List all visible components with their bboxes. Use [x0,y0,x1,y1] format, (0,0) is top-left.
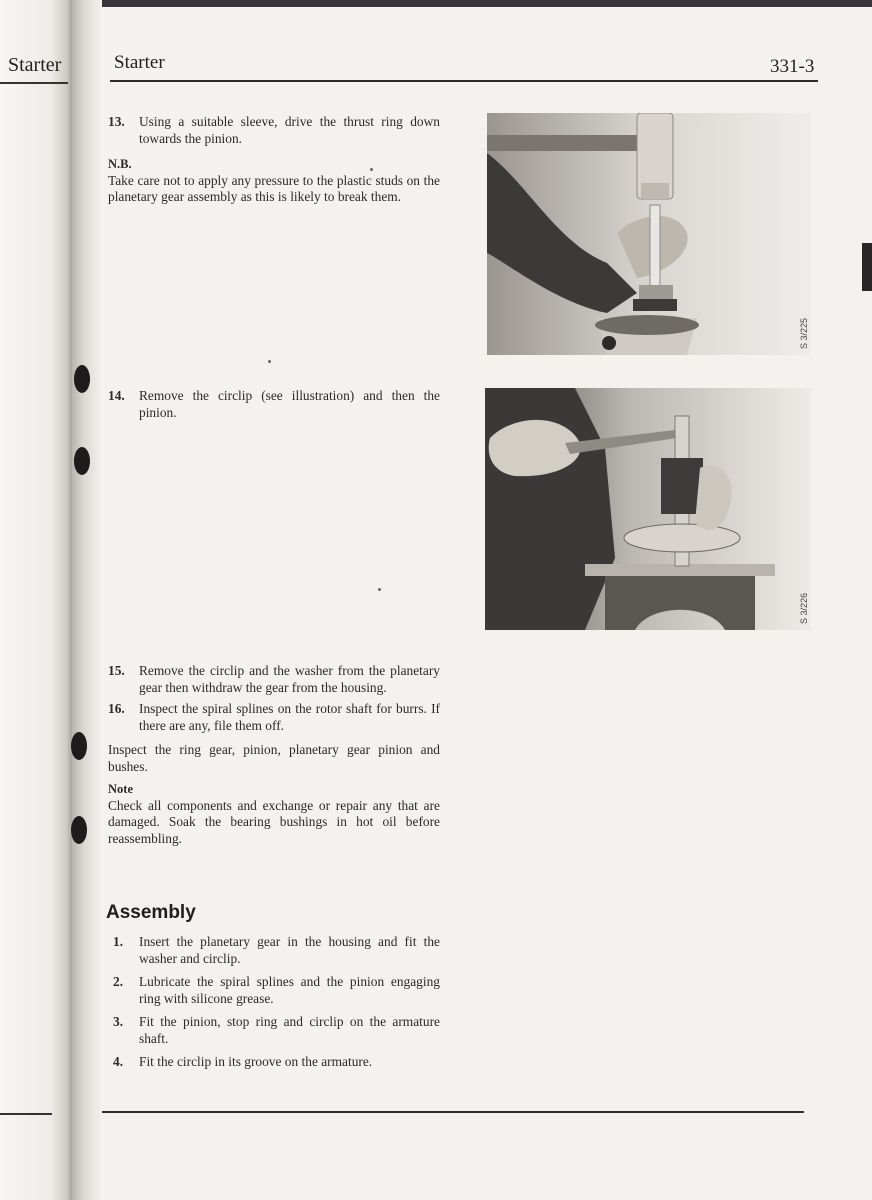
step-number: 4. [113,1054,124,1069]
step-number: 1. [113,934,124,949]
footer-rule [102,1111,804,1113]
step-number: 13. [108,114,125,129]
header-rule [110,80,818,82]
photo-pliers-circlip [485,388,811,630]
step-13 [108,114,440,147]
previous-page-edge [0,0,72,1200]
scan-top-edge [0,0,872,7]
section-thumb-tab [862,243,872,291]
punch-hole [71,732,87,760]
step-13-block [108,114,440,206]
figure-code: S 3/226 [799,592,809,624]
note-label: Note [108,782,133,796]
inspect-text: Inspect the ring gear, pinion, planetary gear pinion and bushes. [108,742,440,774]
punch-hole [74,365,90,393]
steps-15-16-block [108,663,440,847]
punch-hole [74,447,90,475]
page-number: 331-3 [770,56,815,77]
step-text: Inspect the spiral splines on the rotor shaft for burrs. If there are any, file them off. [139,701,440,733]
page-section-title: Starter [114,52,165,73]
step-number: 16. [108,701,125,716]
previous-page-footer-rule [0,1113,52,1115]
assembly-step-2 [108,974,440,1007]
note-text: Check all components and exchange or repair any that are damaged. Soak the bearing bushings in hot oil before reassembling. [108,797,440,846]
figure-s3-225 [487,113,811,355]
step-text: Remove the circlip and the washer from the planetary gear then withdraw the gear from the housing. [139,663,440,695]
step-text: Insert the planetary gear in the housing and fit the washer and circlip. [139,934,440,966]
nb-label: N.B. [108,157,132,171]
previous-page-title: Starter [8,54,62,76]
step-number: 14. [108,388,125,403]
assembly-step-1 [108,934,440,967]
figure-code: S 3/225 [799,317,809,349]
step-text: Remove the circlip (see illustration) and then the pinion. [139,388,440,420]
assembly-step-4 [108,1054,440,1071]
scan-speck [268,360,271,363]
step-text: Fit the pinion, stop ring and circlip on the armature shaft. [139,1014,440,1046]
step-text: Using a suitable sleeve, drive the thrust ring down towards the pinion. [139,114,440,146]
step-14-block [108,388,440,421]
punch-hole [71,816,87,844]
step-number: 3. [113,1014,124,1029]
previous-page-header-rule [0,82,68,84]
step-14 [108,388,440,421]
step-text: Fit the circlip in its groove on the armature. [139,1054,373,1069]
binding-shadow [72,0,102,1200]
scan-speck [370,168,373,171]
assembly-heading: Assembly [106,902,196,923]
step-text: Lubricate the spiral splines and the pinion engaging ring with silicone grease. [139,974,440,1006]
step-16 [108,701,440,734]
step-number: 15. [108,663,125,678]
nb-text: Take care not to apply any pressure to the plastic studs on the planetary gear assembly as this is likely to break them. [108,172,440,204]
photo-hammer-sleeve [487,113,811,355]
scan-speck [378,588,381,591]
step-number: 2. [113,974,124,989]
step-15 [108,663,440,696]
assembly-step-3 [108,1014,440,1047]
assembly-steps [108,934,440,1071]
figure-s3-226 [485,388,811,630]
